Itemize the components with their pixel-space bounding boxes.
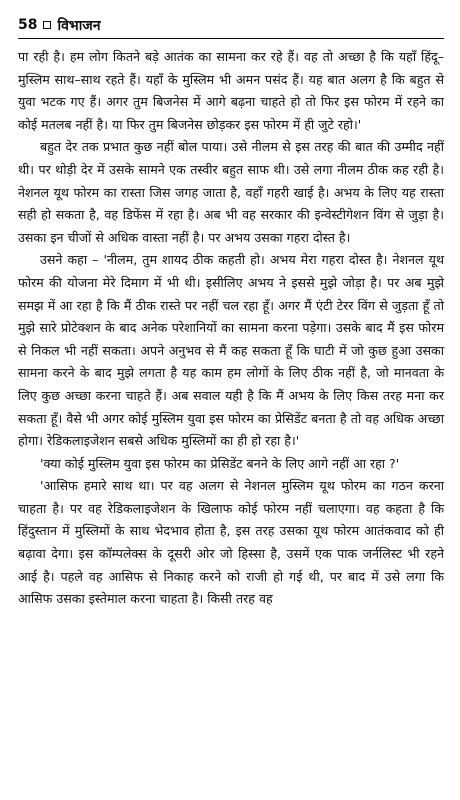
paragraph-2: बहुत देर तक प्रभात कुछ नहीं बोल पाया। उसे नीलम से इस तरह की बात की उम्मीद नहीं थी। पर थोड़ी देर में उसके सामने एक तस्वीर बहुत साफ थी। उसे लगा नीलम ठीक कह रही है। नेशनल यूथ फोरम का रास्ता जिस जगह जाता है, वहाँ गहरी खाई है। अभय के लिए यह रास्ता सही हो सकता है, वह डिफेंस में रहा है। अब भी वह सरकार की इन्वेस्टीगेशन विंग से जुड़ा है। उसका इन चीजों से अधिक वास्ता नहीं है। पर अभय उसका गहरा दोस्त है। bbox=[18, 139, 444, 245]
paragraph-5: 'आसिफ हमारे साथ था। पर वह अलग से नेशनल मुस्लिम यूथ फोरम का गठन करना चाहता है। पर वह रेडिकलाइजेशन के खिलाफ कोई फोरम नहीं चलाएगा। वह कहता है कि हिंदुस्तान में मुस्लिमों के साथ भेदभाव होता है, इस तरह उसका यूथ फोरम आतंकवाद को ही बढ़ावा देगा। इस कॉम्पलेक्स के दूसरी ओर जो हिस्सा है, उसमें एक पाक जर्नलिस्ट भी रहने आई है। पहले वह आसिफ से निकाह करने को राजी हो गई थी, पर बाद में उसे लगा कि आसिफ उसका इस्तेमाल करना चाहता है। किसी तरह वह bbox=[18, 478, 444, 607]
paragraph-4: 'क्या कोई मुस्लिम युवा इस फोरम का प्रेसिडेंट बनने के लिए आगे नहीं आ रहा ?' bbox=[40, 455, 400, 471]
paragraph-1: पा रही है। हम लोग कितने बड़े आतंक का सामना कर रहे हैं। वह तो अच्छा है कि यहाँ हिंदू–मुस्लिम साथ–साथ रहते हैं। यहाँ के मुस्लिम भी अमन पसंद हैं। यह बात अलग है कि बहुत से युवा भटक गए हैं। अगर तुम बिजनेस में आगे बढ़ना चाहते हो तो फिर इस फोरम में रहने का कोई मतलब नहीं है। या फिर तुम बिजनेस छोड़कर इस फोरम में ही जुटे रहो।' bbox=[18, 49, 444, 132]
square-bullet-icon bbox=[43, 21, 51, 29]
page-number: 58 bbox=[18, 17, 38, 33]
page-body bbox=[18, 46, 444, 611]
page-header bbox=[18, 14, 444, 36]
chapter-title: विभाजन bbox=[57, 17, 101, 34]
paragraph-3: उसने कहा – 'नीलम, तुम शायद ठीक कहती हो। अभय मेरा गहरा दोस्त है। नेशनल यूथ फोरम की योजना मेरे दिमाग में भी थी। इसीलिए अभय ने इससे मुझे जोड़ा है। पर अब मुझे समझ में आ रहा है कि मैं ठीक रास्ते पर नहीं चल रहा हूँ। अगर मैं एंटी टेरर विंग से जुड़ता हूँ तो मुझे सारे प्रोटेक्शन के बाद अनेक परेशानियों का सामना करना पड़ेगा। उसके बाद मैं इस फोरम से निकल भी नहीं सकता। अपने अनुभव से मैं कह सकता हूँ कि घाटी में जो कुछ हुआ उसका सामना करने के बाद मुझे लगता है यह काम हम लोगों के लिए ठीक नहीं है, जो मानवता के लिए कुछ अच्छा करना चाहते हैं। अब सवाल यही है कि मैं अभय के लिए किस तरह मना कर सकता हूँ। वैसे भी अगर कोई मुस्लिम युवा इस फोरम का प्रेसिडेंट बनता है तो वह अधिक अच्छा होगा। रेडिकलाइजेशन सबसे अधिक मुस्लिमों का ही हो रहा है।' bbox=[18, 252, 444, 449]
header-rule bbox=[18, 38, 444, 39]
